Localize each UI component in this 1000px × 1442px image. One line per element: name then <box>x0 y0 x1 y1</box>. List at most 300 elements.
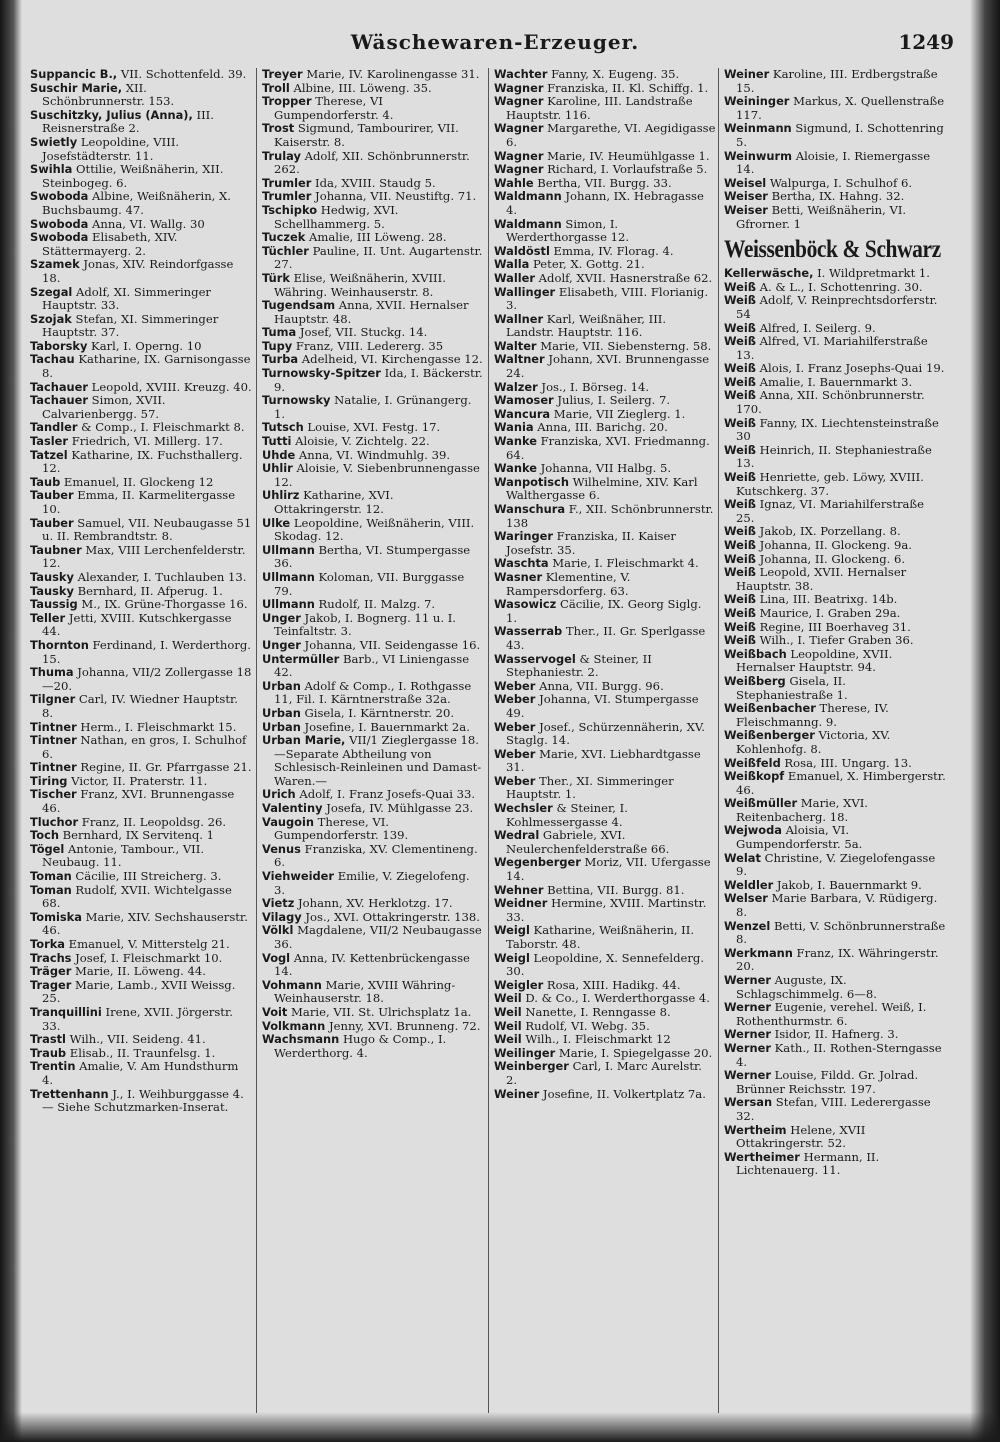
entry-name: Tandler <box>30 421 78 435</box>
entry-name: Treyer <box>262 68 303 81</box>
directory-entry <box>262 231 484 245</box>
directory-entry <box>30 1033 252 1047</box>
directory-entry <box>30 340 252 354</box>
entry-details: Elisab., II. Traunfelsg. 1. <box>66 1046 216 1060</box>
directory-entry <box>494 1088 716 1102</box>
directory-entry <box>494 992 716 1006</box>
entry-name: Weber <box>494 679 536 693</box>
entry-details: Rosa, III. Ungarg. 13. <box>780 756 912 770</box>
directory-entry <box>724 389 946 416</box>
entry-name: Weber <box>494 693 536 707</box>
directory-entry <box>494 408 716 422</box>
entry-details: Franz, VIII. Ledererg. 35 <box>292 339 444 353</box>
entry-details: Richard, I. Vorlaufstraße 5. <box>543 163 708 177</box>
directory-entry <box>494 82 716 96</box>
entry-name: Swoboda <box>30 231 89 245</box>
entry-details: Jakob, I. Bognerg. 11 u. I. Teinfaltstr. 3. <box>274 611 456 639</box>
entry-details: Marie, VII. Siebensterng. 58. <box>536 339 712 353</box>
entry-name: Trumler <box>262 176 312 190</box>
entry-details: Cäcilie, III Streicherg. 3. <box>71 870 222 884</box>
entry-details: Walpurga, I. Schulhof 6. <box>766 176 913 190</box>
entry-details: Adolf & Comp., I. Rothgasse 11, Fil. I. Kärntnerstraße 32a. <box>274 679 472 707</box>
entry-name: Tluchor <box>30 815 79 829</box>
entry-name: Urich <box>262 788 296 802</box>
entry-name: Weißberg <box>724 674 786 688</box>
directory-entry <box>262 367 484 394</box>
entry-name: Szegal <box>30 285 73 299</box>
directory-entry <box>30 1047 252 1061</box>
directory-entry <box>262 150 484 177</box>
directory-entry <box>262 1020 484 1034</box>
entry-name: Weiß <box>724 443 756 457</box>
entry-details: Bertha, IX. Hahng. 32. <box>767 190 905 204</box>
entry-name: Welser <box>724 892 768 906</box>
entry-name: Toman <box>30 870 72 884</box>
directory-entry <box>724 444 946 471</box>
entry-details: Adolf, XVII. Hasnerstraße 62. <box>535 271 713 285</box>
entry-details: Albine, Weißnäherin, X. Buchsbaumg. 47. <box>42 190 231 217</box>
entry-details: Johanna, VII. Neustiftg. 71. <box>311 190 477 204</box>
directory-entry <box>724 68 946 95</box>
entry-details: Barb., VI Liniengasse 42. <box>274 652 470 680</box>
entry-name: Weil <box>494 1005 522 1019</box>
entry-details: Gisela, II. Stephaniestraße 1. <box>736 674 848 702</box>
entry-name: Thuma <box>30 666 74 680</box>
entry-name: Weinberger <box>494 1060 569 1074</box>
directory-entry <box>30 666 252 693</box>
entry-name: Weininger <box>724 95 790 109</box>
directory-entry <box>30 816 252 830</box>
entry-name: Weiß <box>724 634 756 648</box>
entry-name: Urban <box>262 720 301 734</box>
directory-entry <box>494 979 716 993</box>
directory-entry <box>262 680 484 707</box>
directory-entry <box>494 381 716 395</box>
entry-name: Ullmann <box>262 543 315 557</box>
entry-details: Wilh., VII. Seideng. 41. <box>65 1033 206 1047</box>
entry-details: Ignaz, VI. Mariahilferstraße 25. <box>736 498 925 525</box>
directory-entry <box>262 394 484 421</box>
entry-details: Ther., II. Gr. Sperlgasse 43. <box>506 625 706 652</box>
entry-details: Jetti, XVIII. Kutschkergasse 44. <box>42 611 232 639</box>
entry-name: Weiß <box>724 620 756 634</box>
directory-entry <box>30 585 252 599</box>
entry-details: Victoria, XV. Kohlenhofg. 8. <box>736 729 891 756</box>
entry-name: Ulke <box>262 516 291 530</box>
entry-name: Tauber <box>30 489 74 503</box>
entry-name: Vilagy <box>262 910 302 924</box>
entry-details: Karl, Weißnäher, III. Landstr. Hauptstr. 116. <box>506 312 667 340</box>
entry-details: Franz, IX. Währingerstr. 20. <box>736 946 939 974</box>
entry-details: Therese, IV. Fleischmanng. 9. <box>736 702 889 729</box>
entry-details: Christine, V. Ziegelofengasse 9. <box>736 851 936 879</box>
entry-details: Marie, Lamb., XVII Weissg. 25. <box>42 978 236 1006</box>
directory-entry <box>30 313 252 340</box>
entry-name: Weiß <box>724 539 756 552</box>
entry-details: Hermine, XVIII. Martinstr. 33. <box>506 897 707 924</box>
directory-entry <box>724 824 946 851</box>
directory-entry <box>262 544 484 571</box>
entry-details: Margarethe, VI. Aegidigasse 6. <box>506 122 716 149</box>
entry-details: Franz, II. Leopoldsg. 26. <box>78 815 227 829</box>
entry-name: Thornton <box>30 638 89 652</box>
entry-details: Natalie, I. Grünangerg. 1. <box>274 394 472 421</box>
directory-entry <box>494 272 716 286</box>
page-edge-shadow-right <box>970 0 1000 1442</box>
entry-details: Marie, VII. St. Ulrichsplatz 1a. <box>287 1005 472 1019</box>
entry-details: Franz, XVI. Brunnengasse 46. <box>42 788 235 816</box>
entry-details: Johanna, VII. Seidengasse 16. <box>300 638 481 652</box>
entry-details: Katharine, XVI. Ottakringerstr. 12. <box>274 489 394 516</box>
directory-entry <box>30 965 252 979</box>
entry-name: Valentiny <box>262 802 323 816</box>
entry-details: I. Wildpretmarkt 1. <box>813 267 930 281</box>
directory-entry <box>494 218 716 245</box>
entry-details: Johann, XVI. Brunnengasse 24. <box>506 353 710 381</box>
directory-entry <box>30 952 252 966</box>
directory-entry <box>30 136 252 163</box>
entry-details: Aloisia, VI. Gumpendorferstr. 5a. <box>736 824 863 852</box>
entry-details: Marie, XVIII Währing-Weinhauserstr. 18. <box>274 978 456 1006</box>
directory-entry <box>494 897 716 924</box>
entry-name: Szojak <box>30 312 72 326</box>
entry-name: Weiß <box>724 335 756 349</box>
entry-name: Wallner <box>494 312 544 326</box>
directory-entry <box>262 421 484 435</box>
directory-entry <box>30 476 252 490</box>
directory-entry <box>724 770 946 797</box>
directory-entry <box>494 924 716 951</box>
directory-entry <box>262 870 484 897</box>
directory-entry <box>30 979 252 1006</box>
entry-details: Franziska, XVI. Friedmanng. 64. <box>506 435 710 462</box>
directory-entry <box>30 598 252 612</box>
directory-entry <box>30 394 252 421</box>
directory-entry <box>724 1096 946 1123</box>
entry-name: Wenzel <box>724 919 771 933</box>
directory-entry <box>494 884 716 898</box>
entry-name: Kellerwäsche, <box>724 267 814 281</box>
entry-details: M., IX. Grüne-Thorgasse 16. <box>77 598 248 612</box>
entry-details: F., XII. Schönbrunnerstr. 138 <box>506 503 714 530</box>
entry-name: Trager <box>30 978 72 992</box>
entry-name: Weber <box>494 774 536 788</box>
entry-name: Vohmann <box>262 978 322 992</box>
directory-entry <box>262 734 484 788</box>
directory-entry <box>262 122 484 149</box>
entry-name: Waller <box>494 271 535 285</box>
entry-name: Wanschura <box>494 503 566 516</box>
directory-entry <box>494 394 716 408</box>
entry-details: Klementine, V. Rampersdorferg. 63. <box>506 570 631 598</box>
directory-entry <box>724 281 946 295</box>
entry-name: Wania <box>494 421 534 435</box>
entry-name: Weil <box>494 1033 522 1047</box>
entry-name: Weiß <box>724 606 756 620</box>
entry-details: Ottilie, Weißnäherin, XII. Steinbogeg. 6. <box>42 163 224 190</box>
entry-details: Johanna, VII/2 Zollergasse 18—20. <box>42 666 252 693</box>
entry-name: Weiß <box>724 525 756 539</box>
directory-entry <box>494 150 716 164</box>
entry-details: Bettina, VII. Burgg. 81. <box>543 883 685 897</box>
entry-name: Wegenberger <box>494 856 581 870</box>
entry-name: Weiß <box>724 375 756 389</box>
entry-details: Wilhelmine, XIV. Karl Walthergasse 6. <box>506 475 698 503</box>
entry-name: Tomiska <box>30 910 82 924</box>
entry-name: Tachauer <box>30 380 88 394</box>
entry-details: Josef, VII. Stuckg. 14. <box>296 326 428 340</box>
directory-column-3 <box>494 68 716 1101</box>
directory-entry <box>30 68 252 82</box>
column-divider <box>256 68 257 1413</box>
entry-details: Helene, XVII Ottakringerstr. 52. <box>736 1123 866 1151</box>
entry-name: Suschitzky, Julius (Anna), <box>30 108 193 122</box>
directory-entry <box>262 612 484 639</box>
directory-entry <box>494 1033 716 1047</box>
directory-entry <box>262 489 484 516</box>
entry-name: Werner <box>724 1069 771 1083</box>
directory-entry <box>262 1033 484 1060</box>
directory-entry <box>494 503 716 530</box>
entry-name: Weiß <box>724 416 756 430</box>
entry-name: Weilinger <box>494 1046 556 1060</box>
directory-entry <box>30 286 252 313</box>
entry-details: Max, VIII Lerchenfelderstr. 12. <box>42 543 246 571</box>
entry-name: Tachau <box>30 353 75 367</box>
directory-entry <box>262 843 484 870</box>
entry-details: Aloisie, V. Zichtelg. 22. <box>291 435 430 449</box>
directory-entry <box>30 1088 252 1115</box>
entry-details: Amalie, I. Bauernmarkt 3. <box>755 375 913 389</box>
entry-name: Waringer <box>494 530 553 544</box>
directory-entry <box>262 952 484 979</box>
directory-entry <box>494 476 716 503</box>
directory-entry <box>724 525 946 539</box>
entry-name: Taussig <box>30 598 78 612</box>
directory-entry <box>724 947 946 974</box>
entry-details: Karoline, III. Erdbergstraße 15. <box>736 68 938 95</box>
directory-entry <box>494 340 716 354</box>
entry-details: Wilh., I. Tiefer Graben 36. <box>755 634 914 648</box>
directory-entry <box>262 435 484 449</box>
entry-name: Unger <box>262 611 301 625</box>
directory-entry <box>262 924 484 951</box>
entry-details: Albine, III. Löweng. 35. <box>289 81 432 95</box>
entry-details: Emanuel, X. Himbergerstr. 46. <box>736 770 946 797</box>
entry-name: Urban <box>262 706 301 720</box>
directory-entry <box>262 326 484 340</box>
entry-details: Adelheid, VI. Kirchengasse 12. <box>298 353 483 367</box>
entry-name: Tutti <box>262 435 292 449</box>
entry-details: Leopold, XVIII. Kreuzg. 40. <box>88 380 252 394</box>
entry-name: Wanke <box>494 435 537 449</box>
directory-entry <box>494 68 716 82</box>
directory-entry <box>30 639 252 666</box>
directory-entry <box>494 258 716 272</box>
entry-details: Marie, XVI. Reitenbacherg. 18. <box>736 797 868 824</box>
entry-name: Weigl <box>494 924 530 938</box>
entry-name: Szamek <box>30 258 80 272</box>
entry-name: Wehner <box>494 883 544 897</box>
directory-entry <box>262 68 484 82</box>
entry-details: Anna, IV. Kettenbrückengasse 14. <box>274 951 470 979</box>
entry-name: Wersan <box>724 1096 773 1110</box>
entry-details: Maurice, I. Graben 29a. <box>755 606 901 620</box>
entry-name: Venus <box>262 842 301 856</box>
entry-name: Vaugoin <box>262 815 314 829</box>
directory-entry <box>30 381 252 395</box>
page-header <box>30 28 960 62</box>
directory-entry <box>30 911 252 938</box>
entry-details: Jos., XVI. Ottakringerstr. 138. <box>301 910 480 924</box>
entry-name: Trumler <box>262 190 312 204</box>
entry-name: Vogl <box>262 951 291 965</box>
directory-entry <box>30 829 252 843</box>
entry-name: Wedral <box>494 829 540 843</box>
entry-details: Stefan, XI. Simmeringer Hauptstr. 37. <box>42 312 219 340</box>
entry-name: Wanke <box>494 462 537 476</box>
entry-name: Tutsch <box>262 421 304 435</box>
entry-name: Voit <box>262 1005 288 1019</box>
entry-details: Regine, II. Gr. Pfarrgasse 21. <box>76 761 252 775</box>
entry-details: Alfred, VI. Mariahilferstraße 13. <box>736 335 928 362</box>
entry-details: Rudolf, VI. Webg. 35. <box>521 1019 650 1033</box>
entry-name: Wertheim <box>724 1123 787 1137</box>
directory-entry <box>30 1060 252 1087</box>
entry-details: Hugo & Comp., I. Werderthorg. 4. <box>274 1033 447 1060</box>
entry-name: Walla <box>494 258 530 272</box>
entry-details: Betti, V. Schönbrunnerstraße 8. <box>736 919 946 947</box>
entry-details: Josef, I. Fleischmarkt 10. <box>71 951 223 965</box>
page-number: 1249 <box>898 30 954 54</box>
entry-name: Tuczek <box>262 231 306 245</box>
directory-entry <box>30 109 252 136</box>
entry-details: Franziska, II. Kl. Schiffg. 1. <box>543 81 709 95</box>
directory-entry <box>494 530 716 557</box>
entry-name: Swietly <box>30 135 78 149</box>
directory-entry <box>724 122 946 149</box>
directory-entry <box>494 190 716 217</box>
entry-name: Tuma <box>262 326 297 340</box>
entry-name: Weiß <box>724 280 756 294</box>
directory-entry <box>724 593 946 607</box>
advertisement-title: Weissenböck & Schwarz <box>724 236 941 264</box>
entry-name: Weiner <box>494 1087 540 1101</box>
entry-name: Weiß <box>724 566 756 580</box>
directory-entry <box>724 729 946 756</box>
directory-entry <box>262 802 484 816</box>
entry-name: Tintner <box>30 734 77 748</box>
entry-name: Turnowsky <box>262 394 331 408</box>
entry-details: Elisabeth, VIII. Florianig. 3. <box>506 285 709 313</box>
entry-details: Bernhard, II. Afperug. 1. <box>73 584 223 598</box>
entry-name: Weiß <box>724 498 756 512</box>
entry-name: Waldmann <box>494 217 562 231</box>
entry-details: Marie, IV. Karolinengasse 31. <box>302 68 480 81</box>
entry-name: Wagner <box>494 163 544 177</box>
entry-details: Katharine, Weißnäherin, II. Taborstr. 48. <box>506 924 695 951</box>
entry-details: Katharine, IX. Fuchsthallerg. 12. <box>42 448 243 476</box>
directory-entry <box>494 435 716 462</box>
entry-name: Tropper <box>262 95 312 109</box>
entry-name: Werner <box>724 1028 771 1042</box>
entry-name: Weisel <box>724 176 767 190</box>
directory-entry <box>262 639 484 653</box>
directory-entry <box>262 177 484 191</box>
entry-name: Weiß <box>724 552 756 566</box>
directory-column-1 <box>30 68 252 1115</box>
entry-name: Tausky <box>30 570 74 584</box>
directory-entry <box>724 1124 946 1151</box>
entry-name: Tugendsam <box>262 299 336 313</box>
directory-entry <box>262 979 484 1006</box>
entry-name: Weiß <box>724 362 756 376</box>
entry-name: Wagner <box>494 81 544 95</box>
directory-entry <box>724 471 946 498</box>
entry-details: Ferdinand, I. Werderthorg. 15. <box>42 638 251 666</box>
directory-entry <box>30 612 252 639</box>
entry-details: Louise, XVI. Festg. 17. <box>303 421 441 435</box>
directory-entry <box>494 313 716 340</box>
entry-name: Volkmann <box>262 1019 326 1033</box>
entry-details: Johanna, VII Halbg. 5. <box>536 462 672 476</box>
directory-entry <box>30 843 252 870</box>
entry-details: Bertha, VII. Burgg. 33. <box>533 176 672 190</box>
directory-entry <box>494 571 716 598</box>
entry-details: Hermann, II. Lichtenauerg. 11. <box>736 1150 880 1178</box>
directory-entry <box>262 1006 484 1020</box>
directory-entry <box>30 517 252 544</box>
entry-details: Bernhard, IX Servitenq. 1 <box>58 829 215 843</box>
entry-details: Emma, IV. Florag. 4. <box>549 244 674 258</box>
entry-details: Magdalene, VII/2 Neubaugasse 36. <box>274 924 482 951</box>
entry-details: Nanette, I. Renngasse 8. <box>521 1005 671 1019</box>
entry-name: Tschipko <box>262 203 318 217</box>
directory-entry <box>262 897 484 911</box>
entry-name: Tögel <box>30 842 65 856</box>
entry-details: Bertha, VI. Stumpergasse 36. <box>274 543 471 571</box>
entry-name: Wasservogel <box>494 652 576 666</box>
entry-name: Unger <box>262 638 301 652</box>
entry-details: Lina, III. Beatrixg. 14b. <box>755 593 898 607</box>
entry-name: Walzer <box>494 380 538 394</box>
entry-name: Wagner <box>494 95 544 109</box>
entry-name: Wertheimer <box>724 1150 800 1164</box>
entry-details: Elisabeth, XIV. Stättermayerg. 2. <box>42 231 178 258</box>
entry-details: Alois, I. Franz Josephs-Quai 19. <box>755 362 945 376</box>
entry-details: D. & Co., I. Werderthorgasse 4. <box>521 992 710 1006</box>
directory-entry <box>724 892 946 919</box>
directory-entry <box>30 82 252 109</box>
entry-details: Louise, Fildd. Gr. Jolrad. Brünner Reichsstr. 197. <box>736 1069 919 1096</box>
directory-entry <box>262 272 484 299</box>
directory-entry <box>30 544 252 571</box>
entry-details: Marie, IV. Heumühlgasse 1. <box>543 149 710 163</box>
entry-details: Heinrich, II. Stephaniestraße 13. <box>736 443 932 471</box>
entry-name: Trachs <box>30 951 72 965</box>
entry-name: Taub <box>30 475 61 489</box>
directory-entry <box>724 204 946 231</box>
entry-name: Trulay <box>262 149 301 163</box>
entry-details: Elise, Weißnäherin, XVIII. Währing. Weinhauserstr. 8. <box>274 271 446 299</box>
entry-name: Wancura <box>494 407 551 421</box>
directory-entry <box>30 734 252 761</box>
directory-entry <box>30 190 252 217</box>
entry-name: Weiß <box>724 471 756 485</box>
directory-entry <box>30 163 252 190</box>
entry-name: Tupy <box>262 339 293 353</box>
entry-name: Ullmann <box>262 598 315 612</box>
